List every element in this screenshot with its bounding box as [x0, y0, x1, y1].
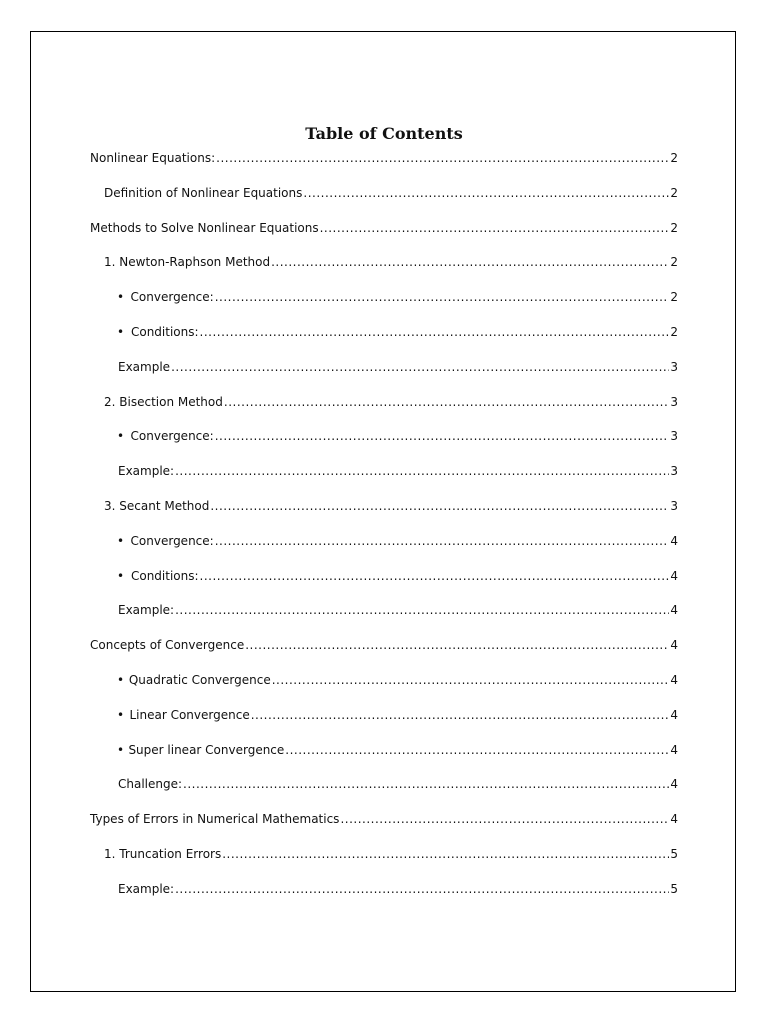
- toc-page-number: 2: [670, 255, 678, 270]
- toc-entry-label: Super linear Convergence: [128, 742, 285, 757]
- toc-entry-label: Challenge:: [118, 777, 183, 792]
- toc-page-number: 4: [670, 672, 678, 687]
- toc-page-number: 4: [670, 533, 678, 548]
- toc-entry-label: 3. Secant Method: [104, 498, 210, 513]
- toc-entry[interactable]: [90, 147, 678, 182]
- toc-page-number: 4: [670, 777, 678, 792]
- toc-entry[interactable]: [90, 217, 678, 252]
- toc-page-number: 3: [670, 429, 678, 444]
- toc-entry[interactable]: [90, 843, 678, 878]
- toc-page-number: 3: [670, 359, 678, 374]
- toc-title: Table of Contents: [305, 124, 463, 143]
- toc-entry[interactable]: [90, 878, 678, 913]
- toc-entry-label: Concepts of Convergence: [90, 638, 245, 653]
- dot-leader: [183, 773, 669, 795]
- toc-page-number: 4: [670, 638, 678, 653]
- toc-entry[interactable]: [90, 773, 678, 808]
- toc-entry-label: 2. Bisection Method: [104, 394, 223, 409]
- bullet-icon: •: [117, 533, 125, 548]
- toc-entry-label: Example:: [118, 881, 175, 896]
- dot-leader: [271, 251, 669, 273]
- toc-page-number: 3: [670, 464, 678, 479]
- dot-leader: [224, 391, 669, 413]
- toc-page-number: 2: [670, 151, 678, 165]
- toc-entry[interactable]: [90, 182, 678, 217]
- dot-leader: [215, 530, 670, 552]
- dot-leader: [272, 669, 670, 691]
- toc-entry[interactable]: [90, 495, 678, 530]
- toc-entry[interactable]: [90, 530, 678, 565]
- dot-leader: [285, 739, 669, 761]
- toc-page-number: 2: [670, 185, 678, 200]
- bullet-icon: •: [117, 672, 125, 687]
- toc-page-number: 4: [670, 603, 678, 618]
- bullet-icon: •: [117, 707, 125, 722]
- toc-page-number: 4: [670, 742, 678, 757]
- toc-entry-label: Convergence:: [130, 533, 214, 548]
- toc-entry[interactable]: [90, 251, 678, 286]
- toc-entry[interactable]: [90, 808, 678, 843]
- dot-leader: [320, 217, 670, 239]
- dot-leader: [215, 286, 670, 308]
- bullet-icon: •: [117, 429, 125, 444]
- dot-leader: [200, 565, 670, 587]
- dot-leader: [251, 704, 670, 726]
- toc-page-number: 4: [670, 707, 678, 722]
- dot-leader: [340, 808, 669, 830]
- toc-entry-label: Types of Errors in Numerical Mathematics: [90, 812, 340, 827]
- toc-entry[interactable]: [90, 391, 678, 426]
- toc-entry-label: Conditions:: [130, 568, 199, 583]
- toc-entry[interactable]: [90, 669, 678, 704]
- dot-leader: [210, 495, 669, 517]
- toc-entry[interactable]: [90, 286, 678, 321]
- toc-entry-label: Conditions:: [130, 324, 199, 339]
- toc-page-number: 2: [670, 220, 678, 235]
- toc-entry[interactable]: [90, 460, 678, 495]
- toc-entry[interactable]: [90, 356, 678, 391]
- toc-entry[interactable]: [90, 739, 678, 774]
- bullet-icon: •: [117, 290, 125, 305]
- dot-leader: [245, 634, 669, 656]
- bullet-icon: •: [117, 742, 125, 757]
- dot-leader: [175, 878, 669, 900]
- toc-entry-label: Example:: [118, 603, 175, 618]
- toc-entry-label: Convergence:: [130, 290, 214, 305]
- toc-page-number: 3: [670, 498, 678, 513]
- toc-entry[interactable]: [90, 599, 678, 634]
- toc-entry-label: Convergence:: [130, 429, 214, 444]
- toc-entry-label: Example: [118, 359, 171, 374]
- dot-leader: [222, 843, 669, 865]
- toc-entry-label: 1. Newton-Raphson Method: [104, 255, 271, 270]
- toc-entry[interactable]: [90, 425, 678, 460]
- toc-entry[interactable]: [90, 565, 678, 600]
- dot-leader: [200, 321, 670, 343]
- toc-page-number: 4: [670, 812, 678, 827]
- toc-entry-label: Definition of Nonlinear Equations: [104, 185, 303, 200]
- toc-entry-label: Linear Convergence: [129, 707, 250, 722]
- dot-leader: [303, 182, 669, 204]
- toc-page-number: 4: [670, 568, 678, 583]
- toc-entry-label: Example:: [118, 464, 175, 479]
- toc-page-number: 5: [670, 846, 678, 861]
- dot-leader: [171, 356, 669, 378]
- dot-leader: [216, 147, 669, 169]
- toc-page-number: 3: [670, 394, 678, 409]
- toc-entry-label: 1. Truncation Errors: [104, 846, 222, 861]
- toc-page-number: 2: [670, 290, 678, 305]
- toc-page-number: 5: [670, 881, 678, 896]
- dot-leader: [175, 599, 669, 621]
- toc-entry-label: Nonlinear Equations:: [90, 151, 216, 165]
- dot-leader: [175, 460, 669, 482]
- table-of-contents: [90, 147, 678, 913]
- toc-entry[interactable]: [90, 321, 678, 356]
- dot-leader: [215, 425, 670, 447]
- toc-entry-label: Methods to Solve Nonlinear Equations: [90, 220, 319, 235]
- bullet-icon: •: [117, 324, 125, 339]
- toc-entry[interactable]: [90, 704, 678, 739]
- toc-entry-label: Quadratic Convergence: [128, 672, 271, 687]
- toc-page-number: 2: [670, 324, 678, 339]
- toc-entry[interactable]: [90, 634, 678, 669]
- bullet-icon: •: [117, 568, 125, 583]
